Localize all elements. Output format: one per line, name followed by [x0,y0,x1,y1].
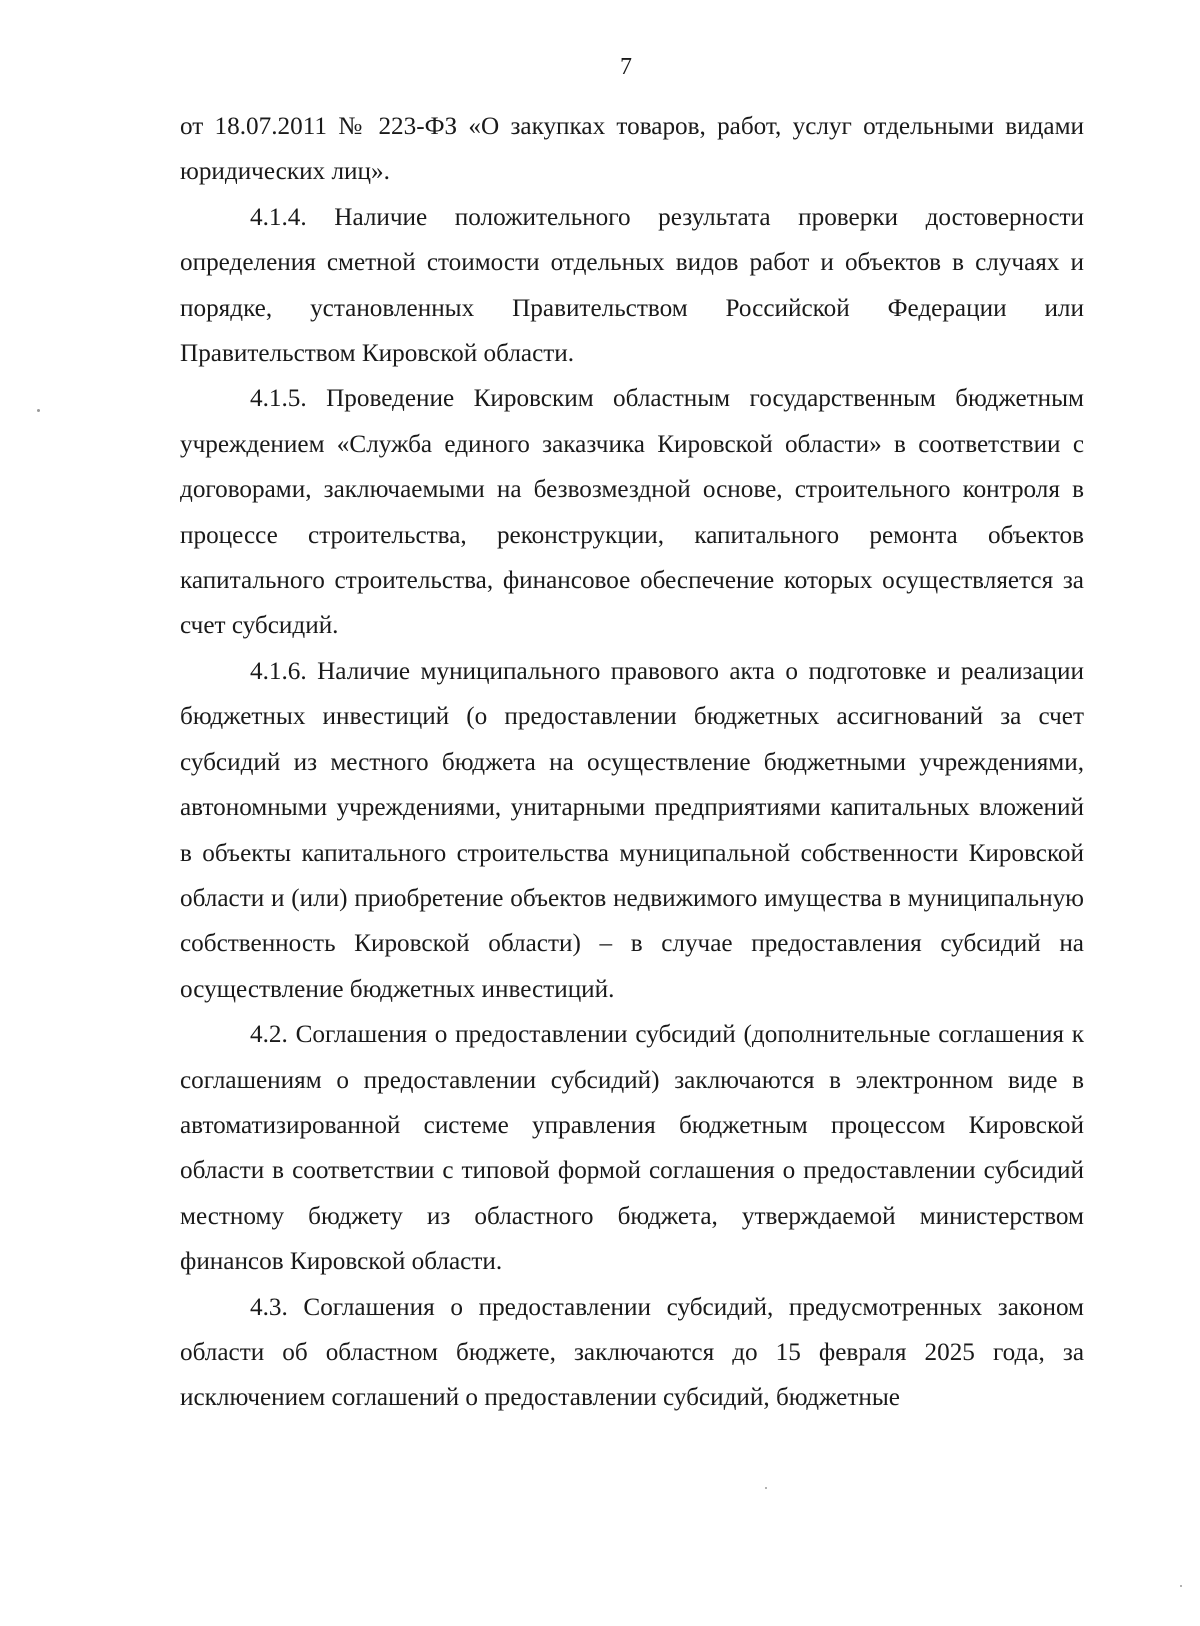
document-body [180,104,1084,1421]
paragraph-continuation: от 18.07.2011 № 223-ФЗ «О закупках товаров, работ, услуг отдельными видами юридических лиц». [180,113,1084,186]
page-number: 7 [620,54,632,80]
scan-speck [1180,1585,1182,1587]
scan-speck [37,409,40,412]
paragraph-4-1-4: 4.1.4. Наличие положительного результата проверки достоверности определения сметной стоимости отдельных видов работ и объектов в случаях и порядке, установленных Правительством Российской Федерации или Правительством Кировской области. [180,203,1084,368]
paragraph-4-1-5: 4.1.5. Проведение Кировским областным государственным бюджетным учреждением «Служба единого заказчика Кировской области» в соответствии с договорами, заключаемыми на безвозмездной основе, строительного контроля в процессе строительства, реконструкции, капитального ремонта объектов капитального строительства, финансовое обеспечение которых осуществляется за счет субсидий. [180,385,1084,640]
scan-speck [765,1487,767,1489]
paragraph-4-1-6: 4.1.6. Наличие муниципального правового акта о подготовке и реализации бюджетных инвестиций (о предоставлении бюджетных ассигнований за счет субсидий из местного бюджета на осуществление бюджетными учреждениями, автономными учреждениями, унитарными предприятиями капитальных вложений в объекты капитального строительства муниципальной собственности Кировской области и (или) приобретение объектов недвижимого имущества в муниципальную собственность Кировской области) – в случае предоставления субсидий на осуществление бюджетных инвестиций. [180,657,1084,1003]
paragraph-4-2: 4.2. Соглашения о предоставлении субсидий (дополнительные соглашения к соглашениям о предоставлении субсидий) заключаются в электронном виде в автоматизированной системе управления бюджетным процессом Кировской области в соответствии с типовой формой соглашения о предоставлении субсидий местному бюджету из областного бюджета, утверждаемой министерством финансов Кировской области. [180,1021,1084,1276]
paragraph-4-3: 4.3. Соглашения о предоставлении субсидий, предусмотренных законом области об областном бюджете, заключаются до 15 февраля 2025 года, за исключением соглашений о предоставлении субсидий, бюджетные [180,1293,1084,1412]
